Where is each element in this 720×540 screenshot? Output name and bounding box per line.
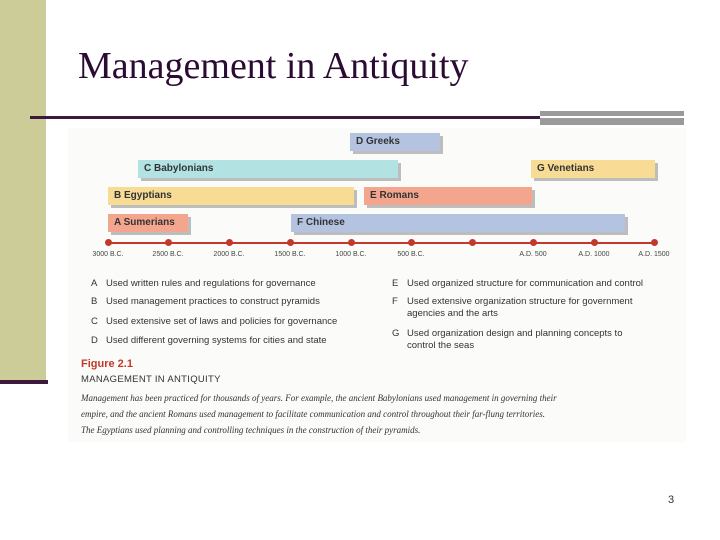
legend-text-continued: agencies and the arts: [407, 308, 498, 319]
timeline-label: 1500 B.C.: [274, 251, 306, 258]
left-accent-band: [0, 0, 46, 383]
bar-sumerians: A Sumerians: [108, 214, 188, 232]
legend-text: Used management practices to construct pyramids: [106, 296, 320, 307]
legend-item: [392, 328, 682, 352]
timeline-tick: [348, 239, 355, 246]
legend-text: Used organization design and planning concepts to: [407, 328, 623, 339]
legend-text: Used written rules and regulations for governance: [106, 278, 316, 289]
figure-heading: MANAGEMENT IN ANTIQUITY: [81, 374, 221, 385]
timeline-tick: [530, 239, 537, 246]
timeline-tick: [591, 239, 598, 246]
timeline-tick: [165, 239, 172, 246]
timeline-tick: [287, 239, 294, 246]
legend-key: C: [91, 316, 98, 327]
bar-babylonians: C Babylonians: [138, 160, 398, 178]
timeline-label: A.D. 500: [519, 251, 547, 258]
timeline-label: 2500 B.C.: [152, 251, 184, 258]
timeline-axis: [108, 242, 653, 244]
figure-number: Figure 2.1: [81, 358, 133, 370]
timeline-tick: [469, 239, 476, 246]
timeline-label: 2000 B.C.: [213, 251, 245, 258]
legend-key: F: [392, 296, 398, 307]
timeline-tick: [226, 239, 233, 246]
legend-key: D: [91, 335, 98, 346]
legend-key: E: [392, 278, 399, 289]
title-rule-accent: [540, 111, 684, 125]
legend-key: B: [91, 296, 98, 307]
timeline-tick: [105, 239, 112, 246]
legend-text: Used different governing systems for cities and state: [106, 335, 327, 346]
legend-key: G: [392, 328, 400, 339]
bar-chinese: F Chinese: [291, 214, 625, 232]
figure-caption: Management has been practiced for thousands of years. For example, the ancient Babylonians used management in governing their: [81, 393, 557, 403]
timeline-label: 1000 B.C.: [335, 251, 367, 258]
bar-greeks: D Greeks: [350, 133, 440, 151]
timeline-label: 3000 B.C.: [92, 251, 124, 258]
timeline-label: 500 B.C.: [397, 251, 425, 258]
legend-text: Used extensive organization structure for government: [407, 296, 633, 307]
slide-title: Management in Antiquity: [78, 45, 469, 87]
legend-item: [91, 278, 381, 290]
page-number: 3: [668, 494, 675, 506]
legend-item: [91, 335, 381, 347]
left-accent-band-edge: [0, 380, 48, 384]
figure-caption: empire, and the ancient Romans used management to facilitate communication and control throughout their far-flung territories.: [81, 409, 546, 419]
legend-text: Used extensive set of laws and policies for governance: [106, 316, 338, 327]
legend-item: [91, 296, 381, 308]
legend-item: [91, 316, 381, 328]
legend-item: [392, 278, 682, 290]
bar-romans: E Romans: [364, 187, 532, 205]
legend-text: Used organized structure for communication and control: [407, 278, 644, 289]
bar-egyptians: B Egyptians: [108, 187, 354, 205]
timeline-tick: [408, 239, 415, 246]
figure-image: [68, 128, 686, 442]
figure-caption: The Egyptians used planning and controlling techniques in the construction of their pyramids.: [81, 425, 421, 435]
timeline-label: A.D. 1000: [578, 251, 610, 258]
timeline-tick: [651, 239, 658, 246]
bar-venetians: G Venetians: [531, 160, 655, 178]
legend-key: A: [91, 278, 98, 289]
timeline-label: A.D. 1500: [638, 251, 670, 258]
legend-item: [392, 296, 682, 320]
title-rule: [30, 116, 540, 119]
legend-text-continued: control the seas: [407, 340, 475, 351]
